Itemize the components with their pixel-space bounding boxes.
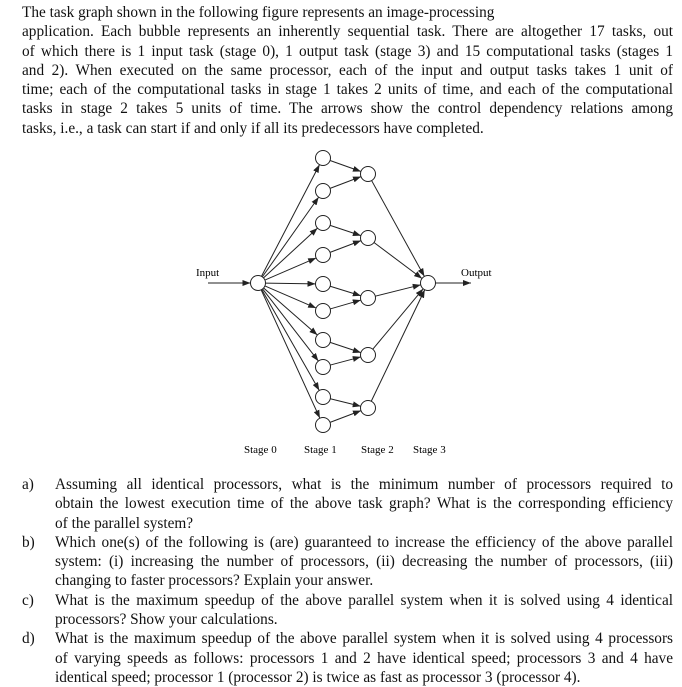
dependency-arrow	[373, 289, 423, 349]
task-node-stage-2	[361, 231, 376, 246]
task-node-stage-2	[361, 291, 376, 306]
dependency-arrow	[374, 243, 422, 279]
text-line: The task graph shown in the following figure represents an image-processing	[22, 4, 495, 21]
text-line: obtain the lowest execution time of the above task graph? What is the corresponding efficiency	[55, 495, 673, 513]
dependency-arrow	[262, 197, 318, 277]
task-node-stage-1	[316, 248, 331, 263]
stage-0-label: Stage 0	[244, 444, 277, 456]
text-line: What is the maximum speedup of the above parallel system when it is solved using 4 identical	[55, 591, 673, 609]
question-a	[22, 475, 673, 533]
dependency-arrow	[265, 286, 316, 308]
question-marker: a)	[22, 476, 34, 493]
task-node-stage-1	[316, 333, 331, 348]
dependency-arrow	[330, 399, 360, 406]
question-marker: d)	[22, 630, 35, 648]
task-node-stage-2	[361, 348, 376, 363]
text-line: system: (i) increasing the number of processors, (ii) decreasing the number of processors, (iii)	[55, 553, 673, 571]
question-marker: b)	[22, 533, 35, 551]
stage-2-label: Stage 2	[361, 444, 394, 456]
task-node-stage-1	[316, 304, 331, 319]
text-line: of varying speeds as follows: processors 1 and 2 have identical speed; processors 3 and 4 have	[55, 649, 673, 667]
question-b	[22, 533, 673, 591]
dependency-arrow	[261, 165, 319, 277]
text-line: What is the maximum speedup of the above parallel system when it is solved using 4 processors	[55, 630, 673, 648]
text-line: identical speed; processor 1 (processor 2) is twice as fast as processor 3 (processor 4).	[55, 668, 581, 686]
text-line: and 2). When executed on the same processor, each of the input and output tasks takes 1 unit of	[22, 61, 673, 79]
task-node-stage-1	[316, 184, 331, 199]
task-node-stage-1	[316, 216, 331, 231]
question-c	[22, 591, 673, 630]
task-node-stage-1	[316, 151, 331, 166]
task-node-stage-1	[316, 390, 331, 405]
text-line: Assuming all identical processors, what is the minimum number of processors required to	[55, 476, 673, 493]
text-line: tasks, i.e., a task can start if and only if all its predecessors have completed.	[22, 119, 484, 137]
stage-1-label: Stage 1	[304, 444, 337, 456]
question-list	[22, 475, 673, 687]
text-line: application. Each bubble represents an inherently sequential task. There are altogether 17 tasks, out	[22, 23, 673, 41]
task-node-stage-1	[316, 360, 331, 375]
text-line: processors? Show your calculations.	[55, 611, 278, 629]
dependency-arrow	[372, 181, 425, 277]
dependency-arrow	[330, 241, 361, 253]
dependency-arrow	[265, 283, 315, 284]
task-node-stage-1	[316, 277, 331, 292]
dependency-arrow	[262, 290, 320, 391]
task-node-stage-1	[316, 418, 331, 433]
text-line: tasks in stage 2 takes 5 units of time. The arrows show the control dependency relations among	[22, 100, 673, 118]
dependency-arrow	[330, 177, 361, 189]
dependency-arrow	[330, 342, 361, 352]
question-d	[22, 629, 673, 687]
text-line: Which one(s) of the following is (are) guaranteed to increase the efficiency of the above parallel	[55, 533, 673, 551]
dependency-arrow	[263, 289, 319, 361]
dependency-arrow	[264, 288, 318, 335]
dependency-arrow	[330, 161, 361, 172]
dependency-arrow	[330, 300, 361, 309]
dependency-arrow	[330, 225, 361, 235]
dependency-arrow	[261, 290, 320, 418]
dependency-arrow	[330, 286, 361, 296]
dependency-arrow	[330, 411, 361, 423]
input-label: Input	[196, 267, 220, 279]
stage-3-label: Stage 3	[413, 444, 446, 456]
task-node-stage-0	[251, 276, 266, 291]
task-node-stage-2	[361, 167, 376, 182]
text-line: of which there is 1 input task (stage 0), 1 output task (stage 3) and 15 computational tasks (stages 1	[22, 42, 673, 60]
text-line: changing to faster processors? Explain your answer.	[55, 572, 374, 590]
output-label: Output	[461, 267, 492, 279]
task-node-stage-3	[421, 276, 436, 291]
dependency-arrow	[264, 228, 318, 278]
text-line: time; each of the computational tasks in stage 1 takes 2 units of time, and each of the computational	[22, 81, 673, 99]
task-node-stage-2	[361, 401, 376, 416]
question-marker: c)	[22, 591, 34, 609]
text-line: of the parallel system?	[55, 514, 194, 532]
dependency-arrow	[375, 285, 420, 296]
dependency-arrow	[371, 290, 425, 401]
dependency-arrow	[330, 357, 361, 365]
